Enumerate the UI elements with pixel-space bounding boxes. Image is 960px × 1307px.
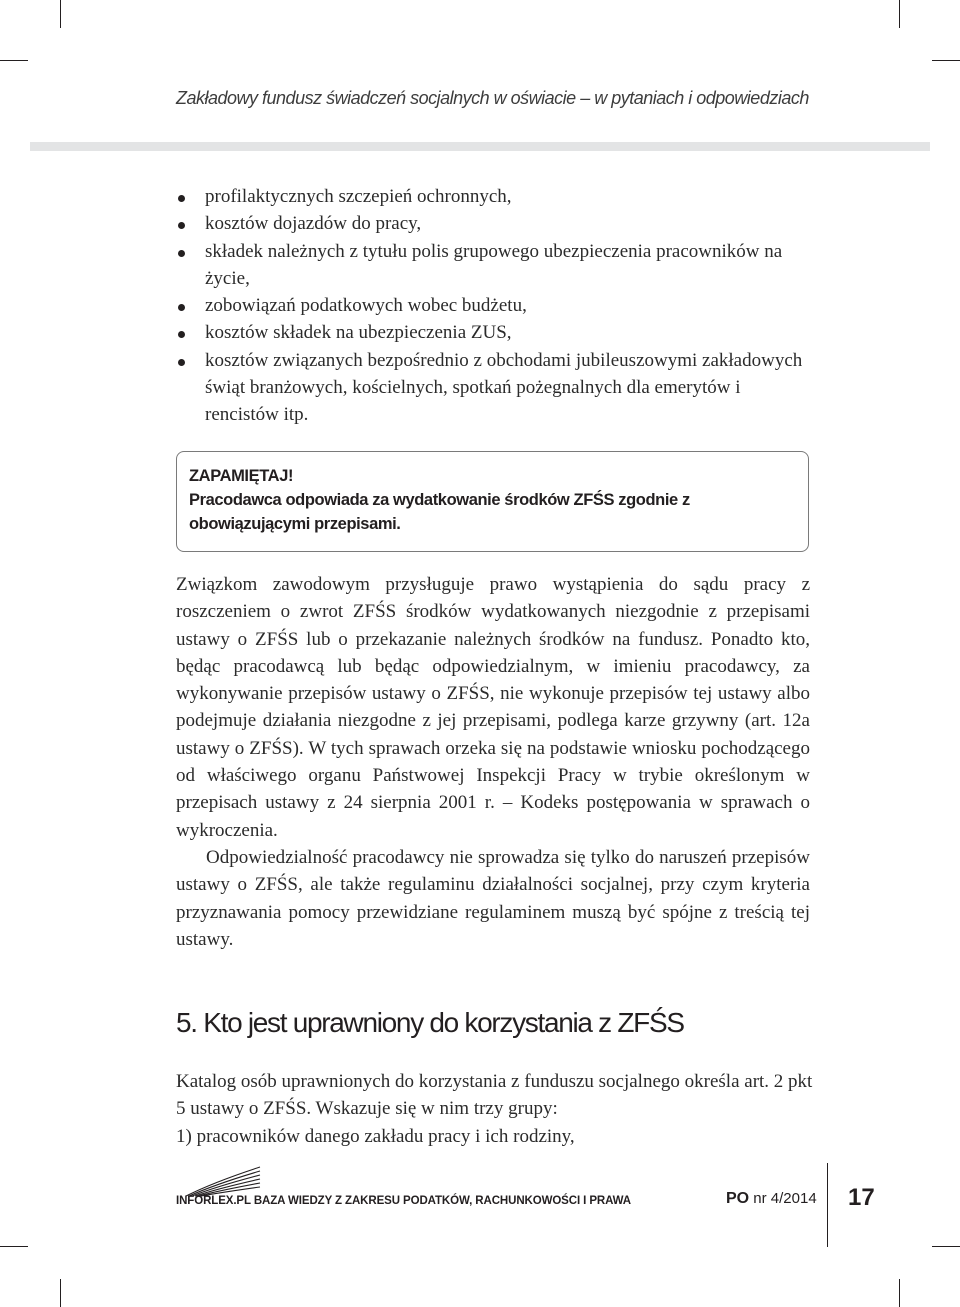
crop-mark [899,1279,900,1307]
bullet-icon [178,304,185,311]
section-body [176,1068,816,1150]
crop-mark [0,1246,28,1247]
list-item-text: profilaktycznych szczepień ochronnych, [205,186,512,207]
list-item-text: składek należnych z tytułu polis grupowego ubezpieczenia pracowników na życie, [205,240,783,289]
footer-divider [827,1163,828,1247]
list-item [176,347,816,429]
list-item [176,238,816,293]
list-item-text: zobowiązań podatkowych wobec budżetu, [205,295,527,317]
issue-number: nr 4/2014 [749,1190,817,1207]
crop-mark [932,1246,960,1247]
callout-title: ZAPAMIĘTAJ! [189,467,294,485]
list-item-text: kosztów składek na ubezpieczenia ZUS, [205,322,512,344]
list-item [176,319,816,346]
list-item [176,210,816,237]
list-item-text: kosztów dojazdów do pracy, [205,213,422,235]
bullet-icon [178,359,185,366]
body-text [176,571,810,953]
list-item [176,292,816,319]
bullet-icon [178,331,185,338]
crop-mark [0,60,28,61]
header-rule [30,142,930,151]
bullet-icon [178,222,185,229]
running-header: Zakładowy fundusz świadczeń socjalnych w oświacie – w pytaniach i odpowiedziach [176,88,809,108]
paragraph: Związkom zawodowym przysługuje prawo wystąpienia do sądu pracy z roszczeniem o zwrot ZFŚS środków wydatkowanych niezgodnie z przepisami ustawy o ZFŚS lub o przekazanie należnych środków na fundusz. Ponadto kto, będąc pracodawcą lub będąc odpowiedzialnym, w imieniu pracodawcy, za wykonywanie przepisów ustawy o ZFŚS, nie wykonuje przepisów tej ustawy albo podejmuje działania niezgodne z jej przepisami, podlega karze grzywny (art. 12a ustawy o ZFŚS). W tych sprawach orzeka się na podstawie wniosku pochodzącego od właściwego organu Państwowej Inspekcji Pracy w trybie określonym w przepisach ustawy z 24 sierpnia 2001 r. – Kodeks postępowania w sprawach o wykroczenia. [176,574,810,841]
bullet-list [176,183,816,429]
list-item-text: kosztów związanych bezpośrednio z obchodami jubileuszowymi zakładowych świąt branżowych, kościelnych, spotkań pożegnalnych dla emerytów i rencistów itp. [205,349,803,426]
paragraph: Odpowiedzialność pracodawcy nie sprowadza się tylko do naruszeń przepisów ustawy o ZFŚS, ale także regulaminu działalności socjalnej, przy czym kryteria przyznawania pomocy przewidziane regulaminem muszą być spójne z treścią tej ustawy. [176,846,810,950]
numbered-item: 1) pracowników danego zakładu pracy i ich rodziny, [176,1125,575,1147]
list-item [176,183,816,210]
bullet-icon [178,250,185,257]
footer-brand: INFORLEX.PL BAZA WIEDZY Z ZAKRESU PODATKÓW, RACHUNKOWOŚCI I PRAWA [176,1195,631,1207]
issue-po: PO [726,1190,750,1207]
paragraph: Katalog osób uprawnionych do korzystania z funduszu socjalnego określa art. 2 pkt 5 ustawy o ZFŚS. Wskazuje się w nim trzy grupy: [176,1071,813,1120]
crop-mark [60,0,61,28]
callout-text: Pracodawca odpowiada za wydatkowanie środków ZFŚS zgodnie z obowiązującymi przepisami. [189,491,690,533]
crop-mark [899,0,900,28]
inforlex-logo-icon [184,1164,262,1198]
crop-mark [932,60,960,61]
bullet-icon [178,195,185,202]
callout-content [189,464,799,536]
section-heading: 5. Kto jest uprawniony do korzystania z ZFŚS [176,1007,684,1038]
footer-issue [726,1190,817,1208]
page-number: 17 [848,1184,875,1211]
crop-mark [60,1279,61,1307]
